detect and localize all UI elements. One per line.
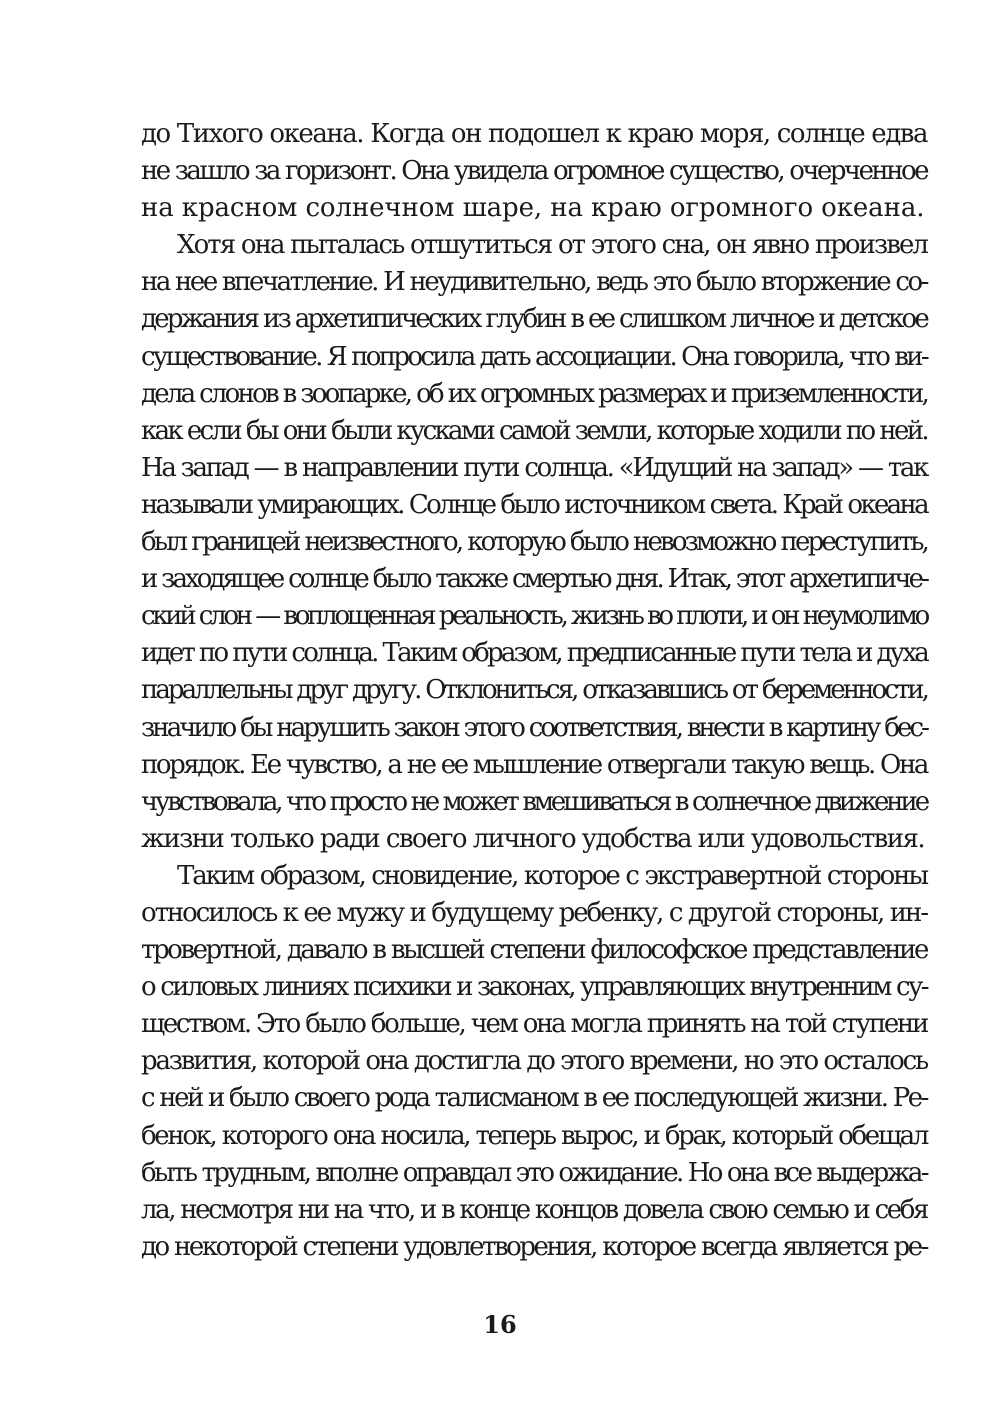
text-line: На запад — в направлении пути солнца. «Идущий на запад» — так — [141, 452, 927, 483]
text-line: был границей неизвестного, которую было невозможно переступить, — [141, 527, 927, 558]
text-line: до некоторой степени удовлетворения, которое всегда является ре- — [141, 1231, 927, 1262]
text-line: Таким образом, сновидение, которое с экстравертной стороны — [177, 860, 927, 891]
text-line: держания из архетипических глубин в ее слишком личное и детское — [141, 304, 927, 335]
text-line: ский слон — воплощенная реальность, жизнь во плоти, и он неумолимо — [141, 601, 927, 632]
text-line: жизни только ради своего личного удобства или удовольствия. — [141, 823, 925, 854]
text-line: ществом. Это было больше, чем она могла принять на той ступени — [141, 1009, 927, 1040]
text-line: на нее впечатление. И неудивительно, ведь это было вторжение со- — [141, 267, 927, 298]
text-line: с ней и было своего рода талисманом в ее последующей жизни. Ре- — [141, 1083, 927, 1114]
text-line: идет по пути солнца. Таким образом, предписанные пути тела и духа — [141, 638, 927, 669]
page-number: 16 — [483, 1310, 517, 1339]
text-line: как если бы они были кусками самой земли, которые ходили по ней. — [141, 415, 927, 446]
text-line: дела слонов в зоопарке, об их огромных размерах и приземленности, — [141, 378, 927, 409]
text-line: о силовых линиях психики и законах, управляющих внутренним су- — [141, 972, 927, 1003]
text-line: чувствовала, что просто не может вмешиваться в солнечное движение — [141, 786, 927, 817]
text-line: не зашло за горизонт. Она увидела огромное существо, очерченное — [141, 156, 927, 187]
text-line: параллельны друг другу. Отклониться, отказавшись от беременности, — [141, 675, 927, 706]
text-line: до Тихого океана. Когда он подошел к краю моря, солнце едва — [141, 119, 927, 149]
text-line: Хотя она пыталась отшутиться от этого сна, он явно произвел — [177, 230, 927, 261]
text-line: порядок. Ее чувство, а не ее мышление отвергали такую вещь. Она — [141, 749, 927, 780]
text-line: существование. Я попросила дать ассоциации. Она говорила, что ви- — [141, 341, 927, 372]
page-text-body — [141, 116, 927, 1266]
text-line: значило бы нарушить закон этого соответствия, внести в картину бес- — [141, 712, 927, 743]
text-line: бенок, которого она носила, теперь вырос, и брак, который обещал — [141, 1120, 927, 1151]
text-line: на красном солнечном шаре, на краю огромного океана. — [141, 193, 925, 224]
text-line: быть трудным, вполне оправдал это ожидание. Но она все выдержа- — [141, 1157, 927, 1188]
text-line: относилось к ее мужу и будущему ребенку, с другой стороны, ин- — [141, 897, 927, 928]
text-line: развития, которой она достигла до этого времени, но это осталось — [141, 1046, 927, 1077]
text-line: тровертной, давало в высшей степени философское представление — [141, 935, 927, 966]
text-line: называли умирающих. Солнце было источником света. Край океана — [141, 489, 927, 520]
text-line: ла, несмотря ни на что, и в конце концов довела свою семью и себя — [141, 1194, 927, 1225]
text-line: и заходящее солнце было также смертью дня. Итак, этот архетипиче- — [141, 564, 927, 595]
